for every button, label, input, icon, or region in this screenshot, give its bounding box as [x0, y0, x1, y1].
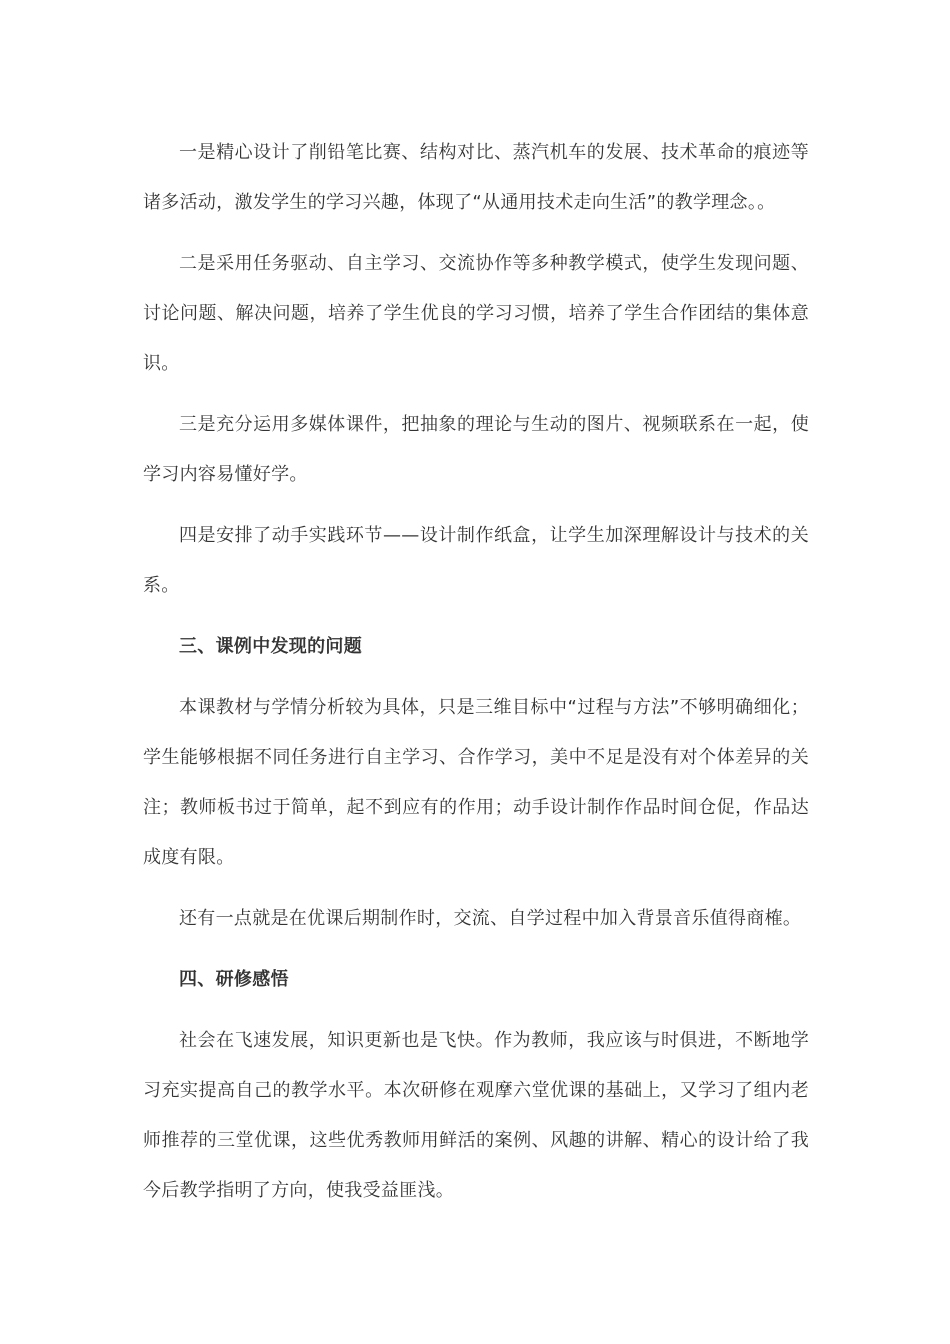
section-heading-problems: 三、课例中发现的问题 [179, 636, 362, 657]
paragraph-activities: 一是精心设计了削铅笔比赛、结构对比、蒸汽机车的发展、技术革命的痕迹等诸多活动，激发学生的学习兴趣，体现了“从通用技术走向生活”的教学理念。。 [143, 142, 809, 213]
paragraph-reflections: 社会在飞速发展，知识更新也是飞快。作为教师，我应该与时俱进，不断地学习充实提高自己的教学水平。本次研修在观摩六堂优课的基础上，又学习了组内老师推荐的三堂优课，这些优秀教师用鲜活的案例、风趣的讲解、精心的设计给了我今后教学指明了方向，使我受益匪浅。 [143, 1030, 809, 1201]
paragraph-multimedia: 三是充分运用多媒体课件，把抽象的理论与生动的图片、视频联系在一起，使学习内容易懂好学。 [143, 414, 809, 485]
paragraph-background-music: 还有一点就是在优课后期制作时，交流、自学过程中加入背景音乐值得商榷。 [179, 908, 802, 929]
section-heading-reflections: 四、研修感悟 [179, 969, 289, 990]
paragraph-teaching-modes: 二是采用任务驱动、自主学习、交流协作等多种教学模式，使学生发现问题、讨论问题、解决问题，培养了学生优良的学习习惯，培养了学生合作团结的集体意识。 [143, 253, 809, 374]
paragraph-problems: 本课教材与学情分析较为具体，只是三维目标中“过程与方法”不够明确细化；学生能够根据不同任务进行自主学习、合作学习，美中不足是没有对个体差异的关注；教师板书过于简单，起不到应有的作用；动手设计制作作品时间仓促，作品达成度有限。 [143, 697, 809, 868]
document-page [143, 128, 809, 1227]
paragraph-hands-on: 四是安排了动手实践环节——设计制作纸盒，让学生加深理解设计与技术的关系。 [143, 525, 809, 596]
